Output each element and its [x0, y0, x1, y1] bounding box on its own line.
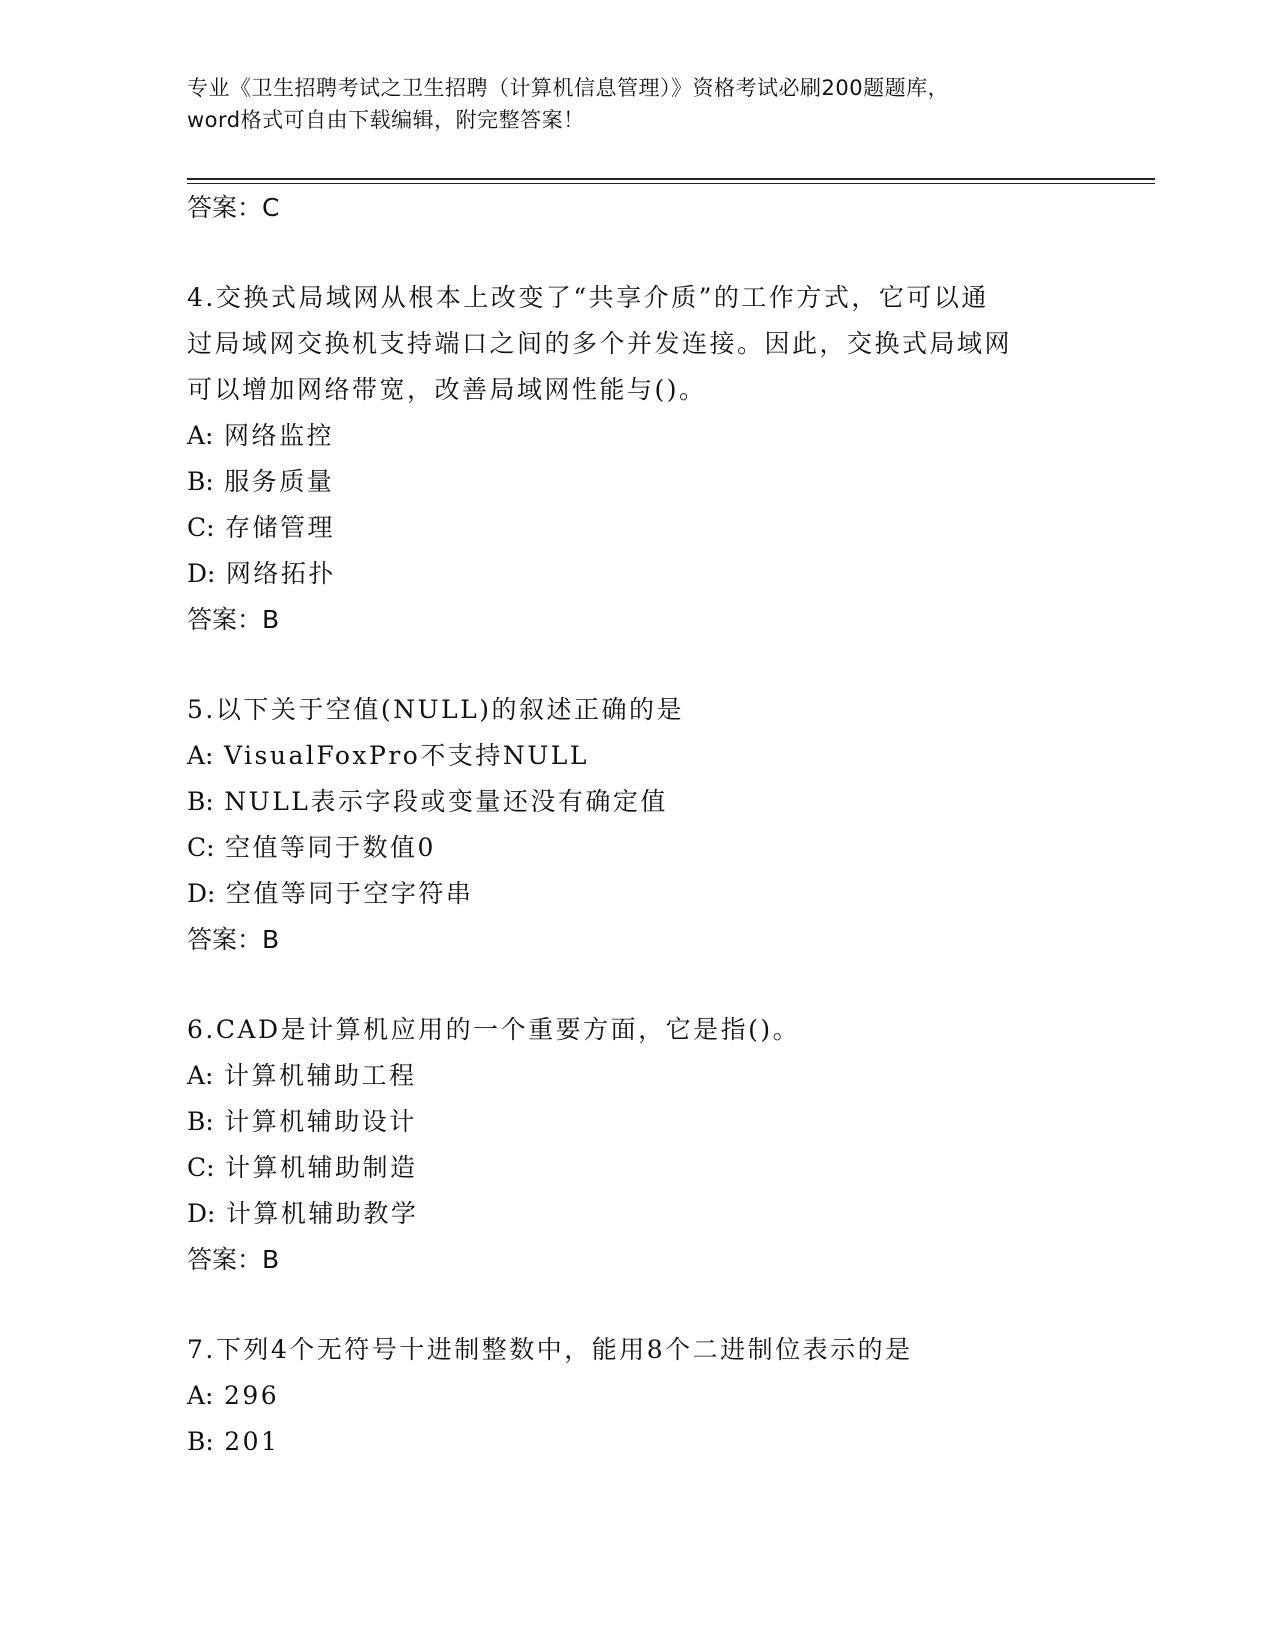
document-header	[187, 72, 1087, 136]
question-6-option-c	[187, 1145, 1087, 1191]
option-text: 计算机辅助制造	[225, 1153, 418, 1182]
spacer	[187, 643, 1087, 687]
option-text: 296	[223, 1381, 280, 1410]
question-5-option-b	[187, 779, 1087, 825]
question-6-option-a	[187, 1053, 1087, 1099]
question-4-line-2: 过局域网交换机支持端口之间的多个并发连接。因此，交换式局域网	[187, 329, 1013, 358]
header-rule-thick	[187, 178, 1155, 180]
option-text: 网络拓扑	[225, 559, 336, 588]
option-key: C:	[187, 833, 215, 862]
question-7	[187, 1327, 1087, 1465]
option-key: A:	[187, 741, 214, 770]
option-key: D:	[187, 1199, 216, 1228]
question-7-line-1: 7.下列4个无符号十进制整数中，能用8个二进制位表示的是	[187, 1335, 913, 1364]
question-5-option-d	[187, 871, 1087, 917]
question-5	[187, 687, 1087, 963]
header-rule-thin	[187, 183, 1155, 184]
question-6-line-1: 6.CAD是计算机应用的一个重要方面，它是指()。	[187, 1015, 801, 1044]
question-6	[187, 1007, 1087, 1283]
question-6-answer: 答案：B	[187, 1245, 280, 1274]
option-key: A:	[187, 1381, 214, 1410]
question-4-option-c	[187, 505, 1087, 551]
header-line-1: 专业《卫生招聘考试之卫生招聘（计算机信息管理）》资格考试必刷200题题库，	[187, 76, 950, 100]
option-key: B:	[187, 1107, 214, 1136]
option-key: C:	[187, 1153, 215, 1182]
question-6-option-d	[187, 1191, 1087, 1237]
option-text: 空值等同于空字符串	[225, 879, 474, 908]
option-key: B:	[187, 1427, 214, 1456]
option-text: 计算机辅助工程	[223, 1061, 417, 1090]
question-7-option-a	[187, 1373, 1087, 1419]
option-key: D:	[187, 879, 216, 908]
question-4-option-d	[187, 551, 1087, 597]
option-key: B:	[187, 787, 214, 816]
option-text: VisualFoxPro不支持NULL	[223, 741, 589, 770]
option-text: 计算机辅助设计	[224, 1107, 417, 1136]
option-text: 计算机辅助教学	[225, 1199, 419, 1228]
question-4-answer: 答案：B	[187, 605, 280, 634]
option-text: 空值等同于数值0	[225, 833, 436, 862]
option-key: A:	[187, 421, 214, 450]
question-4-option-a	[187, 413, 1087, 459]
option-text: 201	[224, 1427, 280, 1456]
question-4-line-3: 可以增加网络带宽，改善局域网性能与()。	[187, 375, 707, 404]
question-7-option-b	[187, 1419, 1087, 1465]
option-key: D:	[187, 559, 216, 588]
header-line-2: word格式可自由下载编辑，附完整答案！	[187, 108, 585, 132]
question-5-option-c	[187, 825, 1087, 871]
spacer	[187, 963, 1087, 1007]
option-text: 网络监控	[223, 421, 334, 450]
option-text: 存储管理	[225, 513, 336, 542]
option-key: B:	[187, 467, 214, 496]
spacer	[187, 231, 1087, 275]
question-4-option-b	[187, 459, 1087, 505]
option-key: C:	[187, 513, 215, 542]
spacer	[187, 1283, 1087, 1327]
option-key: A:	[187, 1061, 214, 1090]
question-5-option-a	[187, 733, 1087, 779]
option-text: 服务质量	[224, 467, 335, 496]
option-text: NULL表示字段或变量还没有确定值	[224, 787, 668, 816]
question-4-line-1: 4.交换式局域网从根本上改变了“共享介质”的工作方式，它可以通	[187, 283, 989, 312]
question-4	[187, 275, 1087, 643]
question-5-line-1: 5.以下关于空值(NULL)的叙述正确的是	[187, 695, 685, 724]
question-6-option-b	[187, 1099, 1087, 1145]
question-list	[187, 185, 1087, 1465]
question-5-answer: 答案：B	[187, 925, 280, 954]
previous-answer: 答案：C	[187, 193, 280, 222]
